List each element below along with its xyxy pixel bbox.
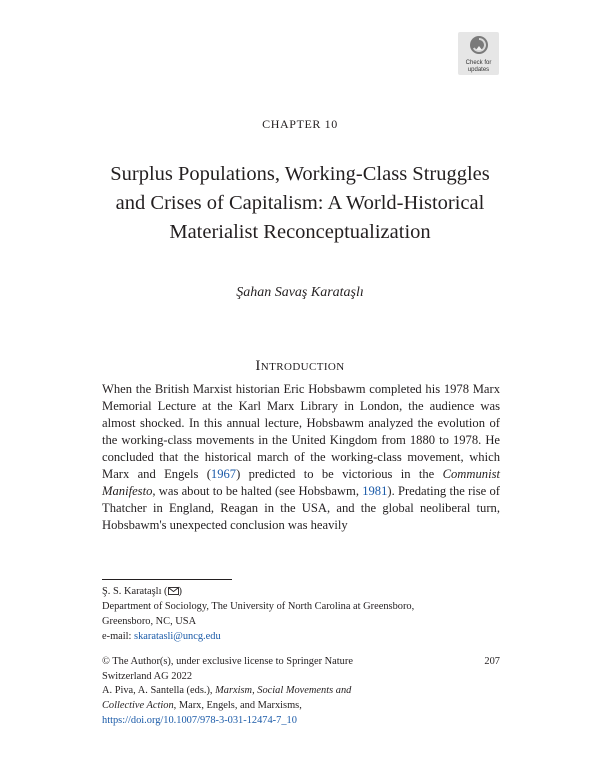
title-line-2: and Crises of Capitalism: A World-Historical bbox=[115, 192, 485, 214]
book-citation bbox=[102, 683, 502, 728]
copyright-notice bbox=[102, 654, 402, 684]
book-title-part-2: Collective Action bbox=[102, 700, 174, 711]
title-line-3: Materialist Reconceptualization bbox=[169, 221, 431, 243]
email-label: e-mail: bbox=[102, 631, 135, 642]
body-text-part-4: ). Predating the rise of Thatcher in England, Reagan in the USA, and the global neoliberal turn, Hobsbawm's unexpected conclusion was heavily bbox=[102, 484, 500, 532]
citation-line-1 bbox=[102, 683, 502, 698]
copyright-line-1: © The Author(s), under exclusive license to Springer Nature bbox=[102, 656, 353, 667]
citation-series: , Marx, Engels, and Marxisms, bbox=[173, 700, 302, 711]
badge-text-line2: updates bbox=[467, 66, 490, 73]
citation-link-1981[interactable]: 1981 bbox=[362, 484, 388, 498]
copyright-line-2: Switzerland AG 2022 bbox=[102, 671, 193, 682]
body-paragraph bbox=[102, 381, 500, 534]
author-footnote bbox=[102, 584, 502, 644]
chapter-label: CHAPTER 10 bbox=[262, 117, 338, 131]
check-for-updates-badge[interactable] bbox=[458, 32, 499, 75]
badge-text-line1: Check for bbox=[465, 60, 492, 66]
footnote-author-line: Ş. S. Karataşlı ( ) bbox=[102, 586, 182, 597]
section-heading: Introduction bbox=[255, 358, 345, 374]
chapter-title bbox=[60, 160, 540, 247]
body-text-part-2: ) predicted to be victorious in the bbox=[236, 467, 443, 481]
page-number: 207 bbox=[484, 656, 500, 667]
email-line bbox=[102, 629, 502, 644]
book-title-part-1: Marxism, Social Movements and bbox=[215, 685, 352, 696]
citation-line-2 bbox=[102, 698, 502, 713]
citation-link-1967[interactable]: 1967 bbox=[210, 467, 237, 481]
communist-manifesto-title: Communist Manifesto bbox=[102, 467, 500, 498]
body-text-part-3: , was about to be halted (see Hobsbawm, bbox=[152, 484, 363, 498]
body-text-part-1: When the British Marxist historian Eric Hobsbawm completed his 1978 Marx Memorial Lecture at the Karl Marx Library in London, the audience was almost shocked. In this annual lecture, Hobsbawm analyzed the evolution of the working-class movements in the United Kingdom from 1880 to 1978. He concluded that the historical march of the working-class movement, which Marx and Engels ( bbox=[102, 382, 500, 481]
title-line-1: Surplus Populations, Working-Class Struggles bbox=[110, 163, 490, 185]
citation-editors: A. Piva, A. Santella (eds.), bbox=[102, 685, 216, 696]
footnote-divider bbox=[102, 579, 232, 580]
doi-link[interactable]: https://doi.org/10.1007/978-3-031-12474-7_10 bbox=[102, 715, 297, 726]
affiliation-line-2: Greensboro, NC, USA bbox=[102, 616, 197, 627]
email-link[interactable]: skaratasli@uncg.edu bbox=[134, 631, 221, 642]
envelope-icon[interactable] bbox=[168, 587, 179, 595]
check-for-updates-icon bbox=[469, 35, 489, 55]
affiliation-line-1: Department of Sociology, The University of North Carolina at Greensboro, bbox=[102, 601, 415, 612]
footnote-author-name: Ş. S. Karataşlı bbox=[102, 586, 162, 597]
author-name: Şahan Savaş Karataşlı bbox=[236, 285, 364, 300]
